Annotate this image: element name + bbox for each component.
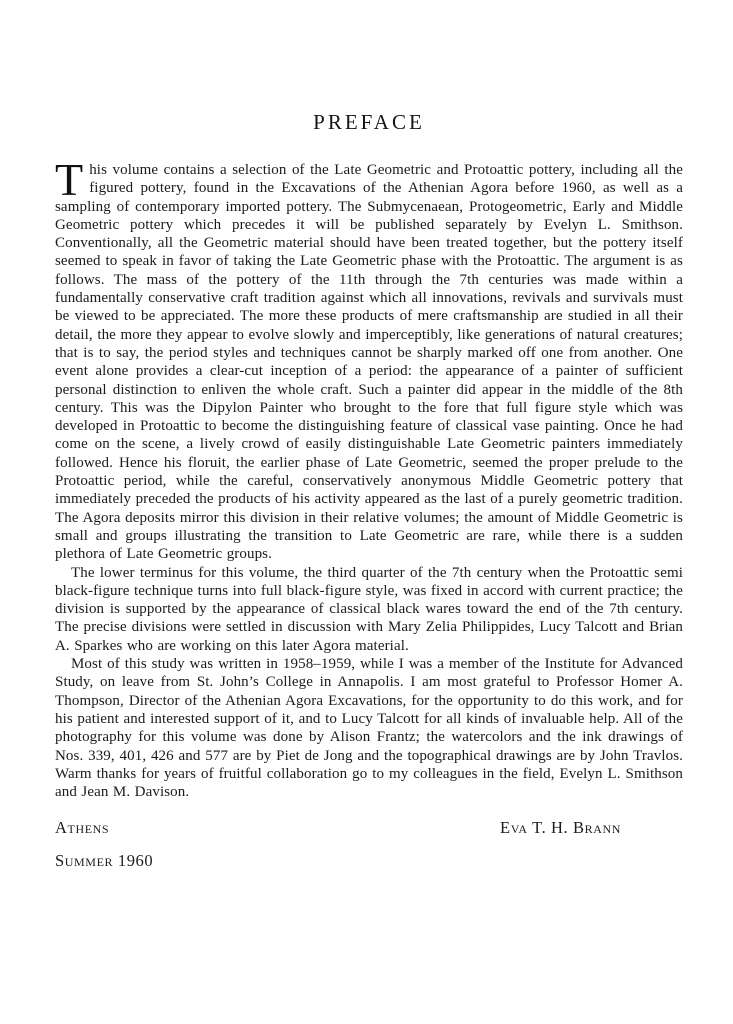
page-title: PREFACE [313, 110, 425, 134]
preface-paragraph-2: The lower terminus for this volume, the third quarter of the 7th century when the Protoattic semi black-figure technique turns into full black-figure style, was fixed in accord with current practice; the division is supported by the appearance of classical black wares toward the end of the 7th century. The precise divisions were settled in discussion with Mary Zelia Philippides, Lucy Talcott and Brian A. Sparkes who are working on this later Agora material. [55, 564, 683, 654]
preface-text-block [55, 110, 683, 871]
signature-row-place-author [55, 818, 683, 838]
signature-row-date [55, 851, 683, 871]
signature-date: Summer 1960 [55, 851, 154, 871]
paragraph-1-text: his volume contains a selection of the Late Geometric and Protoattic pottery, including all the figured pottery, found in the Excavations of the Athenian Agora before 1960, as well as a sampling of contemporary imported pottery. The Submycenaean, Protogeometric, Early and Middle Geometric pottery which precedes it will be published separately by Evelyn L. Smithson. Conventionally, all the Geometric material should have been treated together, but the pottery itself seemed to speak in favor of taking the Late Geometric phase with the Protoattic. The argument is as follows. The mass of the pottery of the 11th through the 7th centuries was made within a fundamentally conservative craft tradition against which all innovations, revivals and survivals must be viewed to be appreciated. The more these products of mere craftsmanship are studied in all their detail, the more they appear to evolve slowly and imperceptibly, like generations of natural creatures; that is to say, the period styles and techniques cannot be sharply marked off one from another. One event alone provides a clear-cut inception of a period: the appearance of a painter of sufficient personal distinction to enliven the whole craft. Such a painter did appear in the middle of the 8th century. This was the Dipylon Painter who brought to the fore that full figure style which was developed in Protoattic to become the distinguishing feature of classical vase painting. Once he had come on the scene, a lively crowd of easily distinguishable Late Geometric painters immediately followed. Hence his floruit, the earlier phase of Late Geometric, seemed the proper prelude to the Protoattic period, while the careful, conservatively anonymous Middle Geometric pottery that immediately preceded the products of his activity appeared as the last of a purely geometric tradition. The Agora deposits mirror this division in their relative volumes; the amount of Middle Geometric is small and groups illustrating the transition to Late Geometric are rare, while there is a sudden plethora of Late Geometric groups. [55, 162, 683, 563]
signature-block [55, 818, 683, 871]
preface-paragraph-1 [55, 154, 683, 564]
signature-place: Athens [55, 818, 110, 838]
preface-paragraph-3: Most of this study was written in 1958–1959, while I was a member of the Institute for Advanced Study, on leave from St. John’s College in Annapolis. I am most grateful to Professor Homer A. Thompson, Director of the Athenian Agora Excavations, for the opportunity to do this work, and for his patient and interested support of it, and to Lucy Talcott for all kinds of invaluable help. All of the photography for this volume was done by Alison Frantz; the watercolors and the ink drawings of Nos. 339, 401, 426 and 577 are by Piet de Jong and the topographical drawings are by John Travlos. Warm thanks for years of fruitful collaboration go to my colleagues in the field, Evelyn L. Smithson and Jean M. Davison. [55, 656, 683, 801]
signature-author: Eva T. H. Brann [500, 818, 621, 838]
drop-cap-initial: T [55, 154, 84, 205]
